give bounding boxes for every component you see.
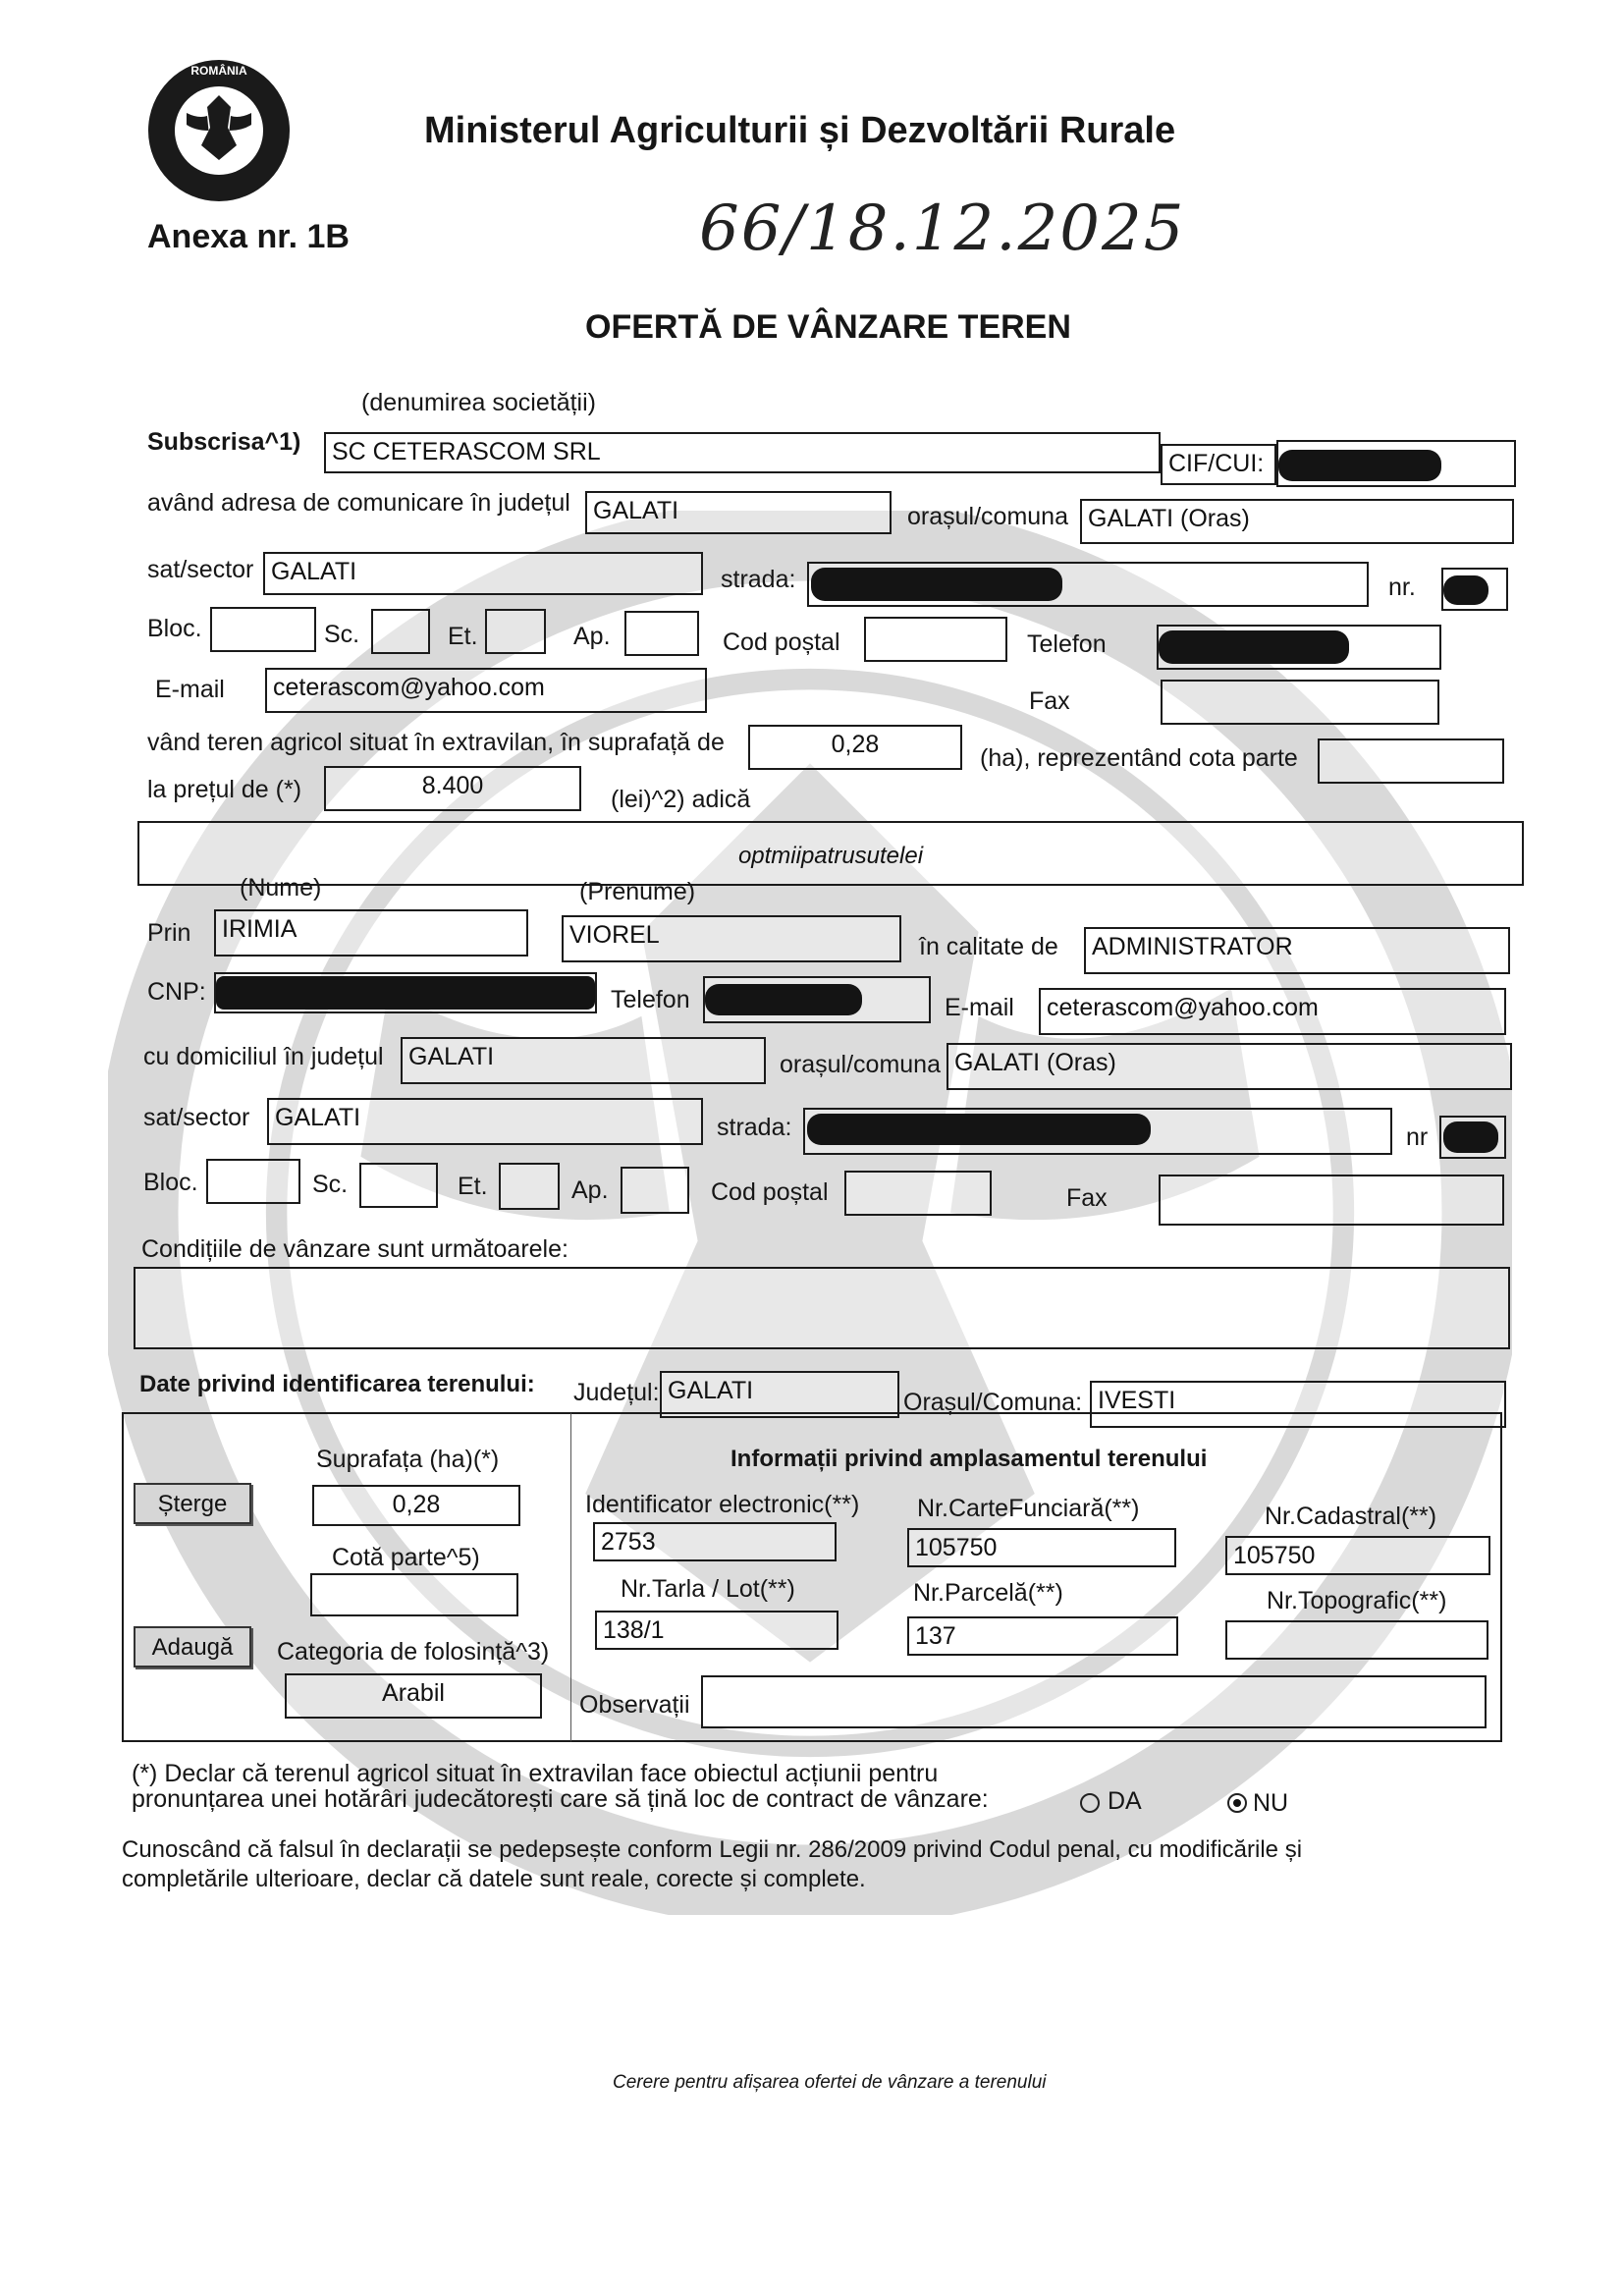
offer-share-label: (ha), reprezentând cota parte (980, 744, 1298, 772)
rep-fax-field[interactable] (1159, 1175, 1504, 1226)
rep-last-name-field[interactable]: IRIMIA (214, 909, 528, 957)
last-name-caption: (Nume) (240, 874, 322, 902)
seller-postal-field[interactable] (864, 617, 1007, 662)
radio-yes-label: DA (1108, 1787, 1142, 1815)
eid-field[interactable]: 2753 (593, 1522, 837, 1561)
rep-first-name-field[interactable]: VIOREL (562, 915, 901, 962)
radio-yes[interactable] (1080, 1793, 1100, 1813)
seller-et-label: Et. (448, 623, 478, 650)
seller-county-field[interactable]: GALATI (585, 491, 892, 534)
seller-nr-redaction (1443, 575, 1488, 605)
radio-no-label: NU (1253, 1789, 1289, 1817)
observations-field[interactable] (701, 1675, 1487, 1728)
offer-share-field[interactable] (1318, 738, 1504, 784)
svg-text:ROMÂNIA: ROMÂNIA (190, 64, 247, 78)
address-county-label: având adresa de comunicare în județul (147, 489, 570, 517)
seller-phone-redaction (1159, 630, 1349, 664)
seller-email-field[interactable]: ceterascom@yahoo.com (265, 668, 707, 713)
rep-phone-label: Telefon (611, 986, 690, 1013)
seller-fax-label: Fax (1029, 687, 1070, 715)
rep-sc-field[interactable] (359, 1163, 438, 1208)
seller-street-label: strada: (721, 566, 796, 593)
prin-label: Prin (147, 919, 191, 947)
rep-role-label: în calitate de (919, 933, 1058, 960)
rep-nr-label: nr (1406, 1123, 1429, 1151)
conditions-label: Condițiile de vânzare sunt următoarele: (141, 1235, 568, 1263)
conditions-field[interactable] (134, 1267, 1510, 1349)
cf-field[interactable]: 105750 (907, 1528, 1176, 1567)
cnp-label: CNP: (147, 978, 206, 1006)
category-field[interactable]: Arabil (285, 1673, 542, 1719)
cif-redaction (1278, 450, 1441, 481)
rep-city-label: orașul/comuna (780, 1051, 941, 1078)
company-name-field[interactable]: SC CETERASCOM SRL (324, 432, 1161, 473)
rep-domicile-label: cu domiciliul în județul (143, 1043, 384, 1070)
court-declaration-line1: (*) Declar că terenul agricol situat în extravilan face obiectul acțiunii pentru (132, 1760, 939, 1787)
rep-ap-label: Ap. (571, 1176, 609, 1204)
seller-et-field[interactable] (485, 609, 546, 654)
tarla-label: Nr.Tarla / Lot(**) (621, 1575, 795, 1603)
rep-village-label: sat/sector (143, 1104, 250, 1131)
rep-postal-label: Cod poștal (711, 1178, 829, 1206)
topographic-label: Nr.Topografic(**) (1267, 1587, 1447, 1614)
seller-street-redaction (811, 568, 1062, 601)
rep-et-label: Et. (458, 1173, 488, 1200)
delete-button[interactable]: Șterge (134, 1483, 251, 1524)
offer-area-label: vând teren agricol situat în extravilan, în suprafață de (147, 729, 725, 756)
handwritten-registration-number: 66/18.12.2025 (699, 192, 1186, 265)
rep-county-field[interactable]: GALATI (401, 1037, 766, 1084)
seller-fax-field[interactable] (1161, 680, 1439, 725)
rep-bloc-field[interactable] (206, 1159, 300, 1204)
seller-ap-field[interactable] (624, 611, 699, 656)
law-declaration-line1: Cunoscând că falsul în declarații se pedepsește conform Legii nr. 286/2009 privind Codul penal, cu modificările și (122, 1836, 1303, 1863)
footer-caption: Cerere pentru afișarea ofertei de vânzare a terenului (613, 2072, 1047, 2093)
eid-label: Identificator electronic(**) (585, 1491, 860, 1518)
location-info-heading: Informații privind amplasamentul terenului (730, 1446, 1208, 1472)
seller-city-label: orașul/comuna (907, 503, 1068, 530)
seller-city-field[interactable]: GALATI (Oras) (1080, 499, 1514, 544)
land-city-field[interactable]: IVESTI (1090, 1381, 1506, 1428)
rep-role-field[interactable]: ADMINISTRATOR (1084, 927, 1510, 974)
offer-area-field[interactable]: 0,28 (748, 725, 962, 770)
subscrisa-label: Subscrisa^1) (147, 428, 301, 456)
radio-no[interactable] (1227, 1793, 1247, 1813)
land-county-field[interactable]: GALATI (660, 1371, 899, 1418)
cif-label-box: CIF/CUI: (1161, 444, 1276, 485)
add-button[interactable]: Adaugă (134, 1626, 251, 1667)
cadastral-field[interactable]: 105750 (1225, 1536, 1490, 1575)
seller-bloc-field[interactable] (210, 607, 316, 652)
offer-price-words-field[interactable]: optmiipatrusutelei (137, 821, 1524, 886)
land-city-label: Orașul/Comuna: (903, 1389, 1083, 1416)
company-name-caption: (denumirea societății) (361, 389, 596, 416)
rep-bloc-label: Bloc. (143, 1169, 198, 1196)
land-heading: Date privind identificarea terenului: (139, 1371, 535, 1397)
seller-village-field[interactable]: GALATI (263, 552, 703, 595)
document-title: OFERTĂ DE VÂNZARE TEREN (585, 308, 1071, 346)
parcel-label: Nr.Parcelă(**) (913, 1579, 1063, 1607)
category-label: Categoria de folosință^3) (277, 1638, 550, 1666)
offer-lei-label: (lei)^2) adică (611, 786, 751, 813)
surface-label: Suprafața (ha)(*) (316, 1446, 500, 1473)
share-field[interactable] (310, 1573, 518, 1616)
ministry-seal-icon (145, 57, 293, 204)
topographic-field[interactable] (1225, 1620, 1488, 1660)
rep-email-field[interactable]: ceterascom@yahoo.com (1039, 988, 1506, 1035)
rep-ap-field[interactable] (621, 1167, 689, 1214)
offer-price-label: la prețul de (*) (147, 776, 302, 803)
seller-nr-label: nr. (1388, 574, 1416, 601)
land-county-label: Județul: (573, 1379, 660, 1406)
rep-email-label: E-mail (945, 994, 1014, 1021)
seller-ap-label: Ap. (573, 623, 611, 650)
rep-postal-field[interactable] (844, 1171, 992, 1216)
offer-price-field[interactable]: 8.400 (324, 766, 581, 811)
share-label: Cotă parte^5) (332, 1544, 480, 1571)
seller-postal-label: Cod poștal (723, 629, 840, 656)
cadastral-label: Nr.Cadastral(**) (1265, 1503, 1437, 1530)
seller-sc-field[interactable] (371, 609, 430, 654)
rep-phone-redaction (705, 984, 862, 1015)
parcel-field[interactable]: 137 (907, 1616, 1178, 1656)
rep-city-field[interactable]: GALATI (Oras) (947, 1043, 1512, 1090)
tarla-field[interactable]: 138/1 (595, 1611, 839, 1650)
surface-field[interactable]: 0,28 (312, 1485, 520, 1526)
rep-et-field[interactable] (499, 1163, 560, 1210)
rep-fax-label: Fax (1066, 1184, 1108, 1212)
rep-nr-redaction (1443, 1121, 1498, 1153)
annex-number: Anexa nr. 1B (147, 218, 350, 255)
seller-bloc-label: Bloc. (147, 615, 202, 642)
court-declaration-line2: pronunțarea unei hotărâri judecătorești care să țină loc de contract de vânzare: (132, 1785, 989, 1813)
law-declaration-line2: completările ulterioare, declar că datele sunt reale, corecte și complete. (122, 1866, 866, 1892)
seller-email-label: E-mail (155, 676, 225, 703)
first-name-caption: (Prenume) (579, 878, 696, 905)
ministry-title: Ministerul Agriculturii și Dezvoltării Rurale (424, 110, 1176, 151)
seller-village-label: sat/sector (147, 556, 254, 583)
seller-phone-label: Telefon (1027, 630, 1107, 658)
seller-sc-label: Sc. (324, 621, 360, 648)
cnp-redaction (216, 976, 595, 1010)
rep-street-label: strada: (717, 1114, 792, 1141)
observations-label: Observații (579, 1691, 690, 1719)
rep-sc-label: Sc. (312, 1171, 349, 1198)
cf-label: Nr.CarteFunciară(**) (917, 1495, 1140, 1522)
rep-street-redaction (807, 1114, 1151, 1145)
rep-village-field[interactable]: GALATI (267, 1098, 703, 1145)
